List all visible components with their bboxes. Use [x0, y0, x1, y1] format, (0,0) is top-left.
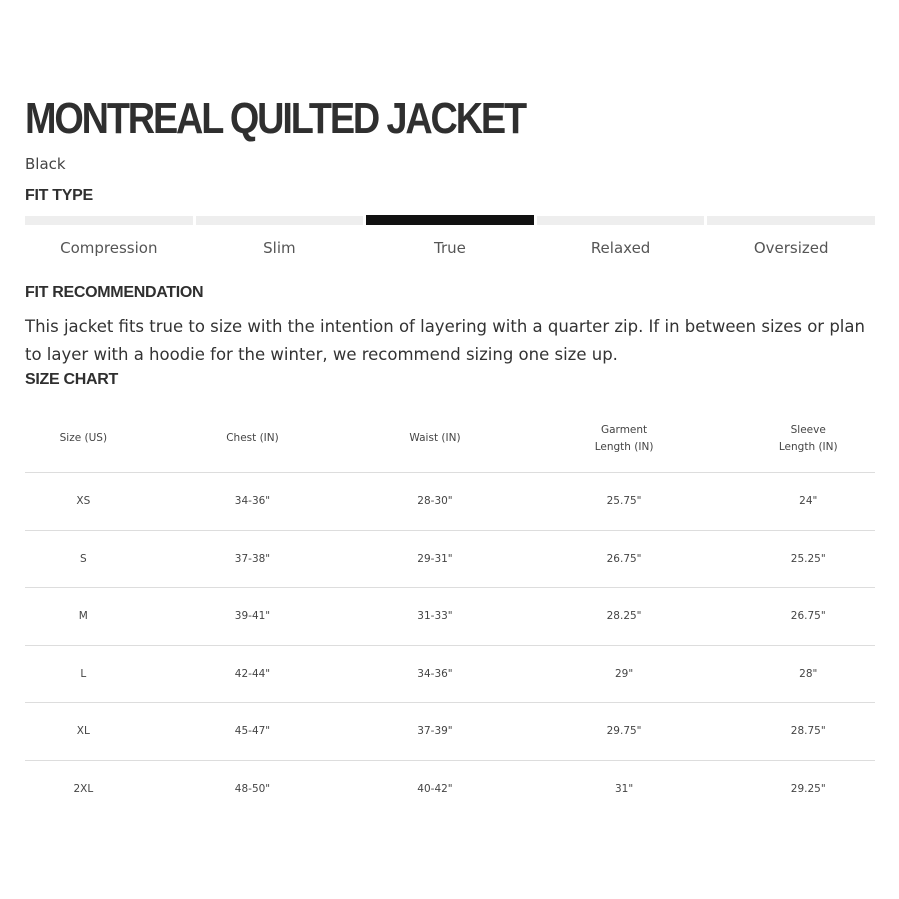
header-chest — [142, 405, 364, 473]
cell-sleeve-length: 28" — [741, 645, 875, 703]
fit-type-scale — [25, 215, 875, 265]
cell-sleeve-length: 25.25" — [741, 530, 875, 588]
cell-waist: 37-39" — [363, 703, 506, 761]
size-chart-heading: SIZE CHART — [25, 371, 119, 388]
fit-type-heading: FIT TYPE — [25, 187, 93, 204]
fit-option-oversized — [707, 215, 875, 265]
product-color: Black — [25, 155, 66, 173]
cell-garment-length: 25.75" — [507, 473, 742, 531]
product-title: MONTREAL QUILTED JACKET — [25, 94, 525, 143]
header-garment-length-line-1: Garment — [600, 423, 648, 436]
cell-waist: 31-33" — [363, 588, 506, 646]
fit-option-label: True — [434, 239, 466, 257]
cell-sleeve-length: 24" — [741, 473, 875, 531]
fit-bar-compression — [25, 216, 193, 225]
cell-garment-length: 28.25" — [507, 588, 742, 646]
table-row — [25, 703, 875, 761]
header-garment-length-line-2: Length (IN) — [594, 440, 654, 453]
table-row — [25, 645, 875, 703]
cell-sleeve-length: 29.25" — [790, 782, 826, 795]
cell-sleeve-length: 26.75" — [741, 588, 875, 646]
cell-size: 2XL — [73, 782, 94, 795]
fit-bar-relaxed — [537, 216, 705, 225]
cell-waist: 29-31" — [363, 530, 506, 588]
cell-size: XL — [25, 703, 142, 761]
cell-waist: 28-30" — [363, 473, 506, 531]
fit-bar-slim — [196, 216, 364, 225]
cell-garment-length: 29.75" — [507, 703, 742, 761]
header-size-line: Size (US) — [59, 432, 108, 444]
cell-chest: 34-36" — [142, 473, 364, 531]
table-row — [25, 760, 875, 817]
fit-option-label: Slim — [263, 239, 296, 257]
cell-sleeve-length: 28.75" — [741, 703, 875, 761]
cell-chest: 39-41" — [142, 588, 364, 646]
fit-option-slim — [196, 215, 364, 265]
header-sleeve-length-line-1: Sleeve — [790, 423, 826, 436]
cell-chest: 48-50" — [234, 782, 271, 795]
size-chart-table — [25, 405, 875, 817]
table-row — [25, 530, 875, 588]
header-garment-length — [507, 405, 742, 473]
cell-chest: 42-44" — [142, 645, 364, 703]
cell-waist: 34-36" — [363, 645, 506, 703]
table-row — [25, 473, 875, 531]
cell-size: S — [25, 530, 142, 588]
fit-option-label: Compression — [60, 239, 158, 257]
header-sleeve-length-line-2: Length (IN) — [778, 440, 838, 453]
fit-option-relaxed — [537, 215, 705, 265]
cell-size: L — [25, 645, 142, 703]
table-header-row — [25, 405, 875, 473]
cell-garment-length: 31" — [614, 782, 634, 795]
fit-recommendation-text: This jacket fits true to size with the intention of layering with a quarter zip. If in between sizes or plan to layer with a hoodie for the winter, we recommend sizing one size up. — [25, 317, 865, 364]
cell-garment-length: 26.75" — [507, 530, 742, 588]
cell-size: M — [25, 588, 142, 646]
cell-chest: 45-47" — [142, 703, 364, 761]
header-chest-line: Chest (IN) — [226, 432, 279, 444]
fit-option-compression — [25, 215, 193, 265]
cell-waist: 40-42" — [417, 782, 453, 795]
cell-chest: 37-38" — [142, 530, 364, 588]
header-size — [25, 405, 142, 473]
header-sleeve-length — [741, 405, 875, 473]
header-waist-line: Waist (IN) — [409, 432, 461, 444]
fit-bar-true — [366, 215, 534, 225]
fit-option-label: Relaxed — [590, 239, 651, 257]
fit-recommendation-heading: FIT RECOMMENDATION — [25, 284, 204, 301]
fit-option-label: Oversized — [753, 239, 829, 257]
fit-option-true — [366, 215, 534, 265]
header-waist — [363, 405, 506, 473]
cell-garment-length: 29" — [507, 645, 742, 703]
fit-bar-oversized — [707, 216, 875, 225]
cell-size: XS — [25, 473, 142, 531]
table-row — [25, 588, 875, 646]
